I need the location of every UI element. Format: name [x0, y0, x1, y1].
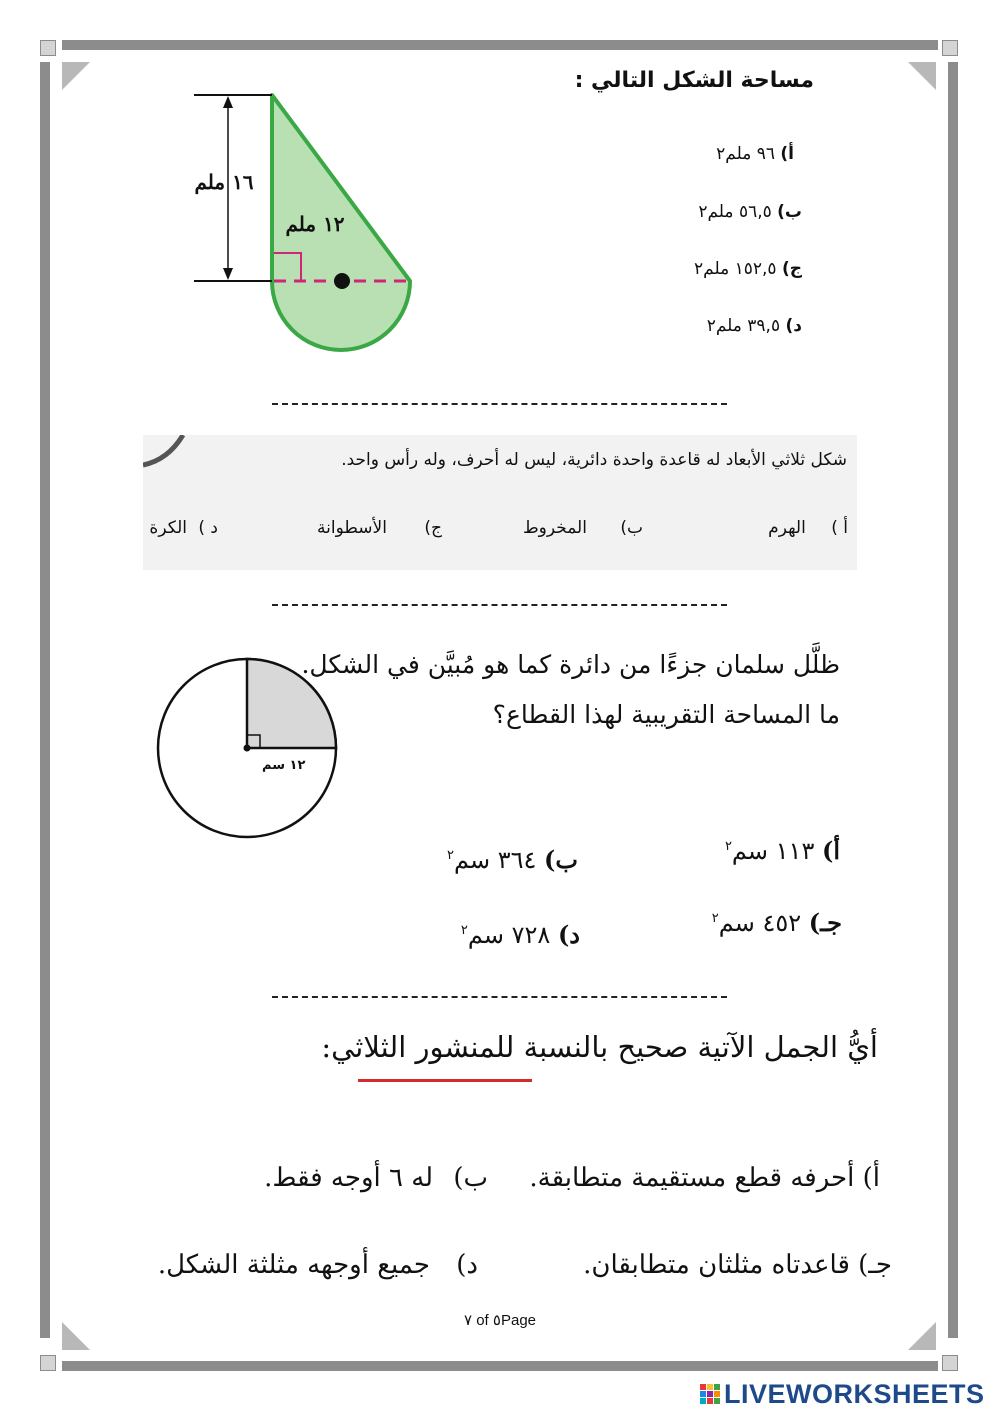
q1-title: مساحة الشكل التالي :	[574, 68, 814, 93]
page-footer: ٧ of ٥Page	[463, 1312, 537, 1329]
q4-option-c[interactable]	[583, 1250, 892, 1280]
frame-corner	[942, 1355, 958, 1371]
option-text: أحرفه قطع مستقيمة متطابقة.	[529, 1163, 855, 1193]
q3-option-d[interactable]	[461, 920, 580, 949]
corner-fold	[908, 62, 936, 90]
q3-line-1: ظلَّل سلمان جزءًا من دائرة كما هو مُبيَّن في الشكل.	[301, 650, 840, 679]
option-exponent: ٢	[447, 848, 454, 863]
frame-right	[948, 62, 958, 1338]
q2-corner-graphic	[143, 435, 188, 470]
option-text: ١٥٢,٥ ملم٢	[694, 259, 777, 279]
center-dot	[334, 273, 350, 289]
frame-corner	[40, 1355, 56, 1371]
q1-option-d[interactable]	[707, 316, 802, 336]
q4-option-b[interactable]	[264, 1163, 488, 1193]
option-letter: أ)	[862, 1163, 880, 1193]
brand-logo	[700, 1380, 985, 1408]
option-letter: جـ)	[808, 908, 842, 937]
option-value: ٣٦٤	[497, 846, 537, 874]
option-unit: سم	[731, 837, 769, 865]
arrow-head-up	[223, 96, 233, 108]
frame-corner	[942, 40, 958, 56]
option-letter: ب)	[777, 202, 802, 222]
q4-option-a[interactable]	[529, 1163, 880, 1193]
option-letter: ب)	[544, 845, 578, 874]
option-letter: أ)	[780, 144, 794, 164]
option-letter: أ )	[831, 518, 848, 538]
center-dot	[244, 745, 251, 752]
option-letter: د)	[557, 920, 580, 949]
corner-fold	[62, 62, 90, 90]
q2-option-b[interactable]	[523, 518, 643, 538]
option-exponent: ٢	[724, 839, 732, 854]
option-exponent: ٢	[460, 923, 468, 938]
option-exponent: ٢	[711, 911, 719, 926]
option-letter: ج)	[781, 259, 802, 279]
option-letter: د )	[198, 518, 218, 538]
q1-option-b[interactable]	[698, 202, 802, 222]
option-value: ٧٢٨	[511, 921, 551, 949]
q2-question: شكل ثلاثي الأبعاد له قاعدة واحدة دائرية، ليس له أحرف، وله رأس واحد.	[341, 450, 847, 470]
option-text: ٣٩,٥ ملم٢	[706, 316, 781, 336]
option-letter: جـ)	[858, 1250, 892, 1280]
option-letter: د)	[785, 316, 802, 336]
q3-radius-label: ١٢ سم	[262, 758, 306, 773]
q2-option-c[interactable]	[317, 518, 442, 538]
q2-option-d[interactable]	[149, 518, 218, 538]
q4-question-start: أيُّ الجمل الآتية صحيح بالنسبة	[514, 1030, 878, 1064]
q3-line-2: ما المساحة التقريبية لهذا القطاع؟	[492, 700, 840, 729]
frame-corner	[40, 40, 56, 56]
frame-top	[62, 40, 938, 50]
q4-option-d[interactable]	[158, 1250, 478, 1280]
option-text: الهرم	[768, 518, 806, 538]
brand-name: LIVEWORKSHEETS	[724, 1378, 985, 1409]
option-letter: ب)	[453, 1163, 488, 1193]
q4-question-underlined: للمنشور الثلاثي:	[321, 1030, 515, 1064]
separator-2	[272, 604, 727, 606]
q3-option-a[interactable]	[725, 836, 840, 865]
separator-1	[272, 403, 727, 405]
option-text: الأسطوانة	[317, 518, 387, 538]
option-text: جميع أوجهه مثلثة الشكل.	[157, 1250, 430, 1280]
corner-fold	[908, 1322, 936, 1350]
option-value: ١١٣	[775, 837, 815, 865]
separator-3	[272, 996, 727, 998]
q2-option-a[interactable]	[768, 518, 848, 538]
option-text: له ٦ أوجه فقط.	[264, 1163, 434, 1193]
option-letter: أ)	[821, 836, 840, 865]
q1-option-a[interactable]	[716, 144, 794, 164]
q1-slant-label: ١٢ ملم	[285, 212, 345, 236]
option-text: ٥٦,٥ ملم٢	[698, 202, 772, 222]
brand-logo-icon	[700, 1384, 720, 1404]
option-unit: سم	[467, 921, 504, 949]
option-unit: سم	[454, 846, 491, 874]
q3-option-c[interactable]	[712, 908, 842, 937]
q1-option-c[interactable]	[694, 259, 802, 279]
option-letter: ب)	[620, 518, 643, 538]
corner-fold	[62, 1322, 90, 1350]
arrow-head-down	[223, 268, 233, 280]
option-text: الكرة	[149, 518, 187, 538]
q3-circle-figure	[150, 652, 345, 847]
option-letter: ج)	[424, 518, 442, 538]
q1-height-label: ١٦ ملم	[194, 170, 254, 194]
frame-left	[40, 62, 50, 1338]
q4-question	[321, 1030, 878, 1064]
option-letter: د)	[456, 1250, 478, 1280]
option-text: ٩٦ ملم٢	[716, 144, 775, 164]
q4-underline	[358, 1079, 532, 1082]
option-value: ٤٥٢	[762, 909, 802, 937]
option-text: قاعدتاه مثلثان متطابقان.	[583, 1250, 850, 1280]
q3-option-b[interactable]	[447, 845, 578, 874]
frame-bottom	[62, 1361, 938, 1371]
option-unit: سم	[718, 909, 755, 937]
option-text: المخروط	[522, 518, 587, 538]
